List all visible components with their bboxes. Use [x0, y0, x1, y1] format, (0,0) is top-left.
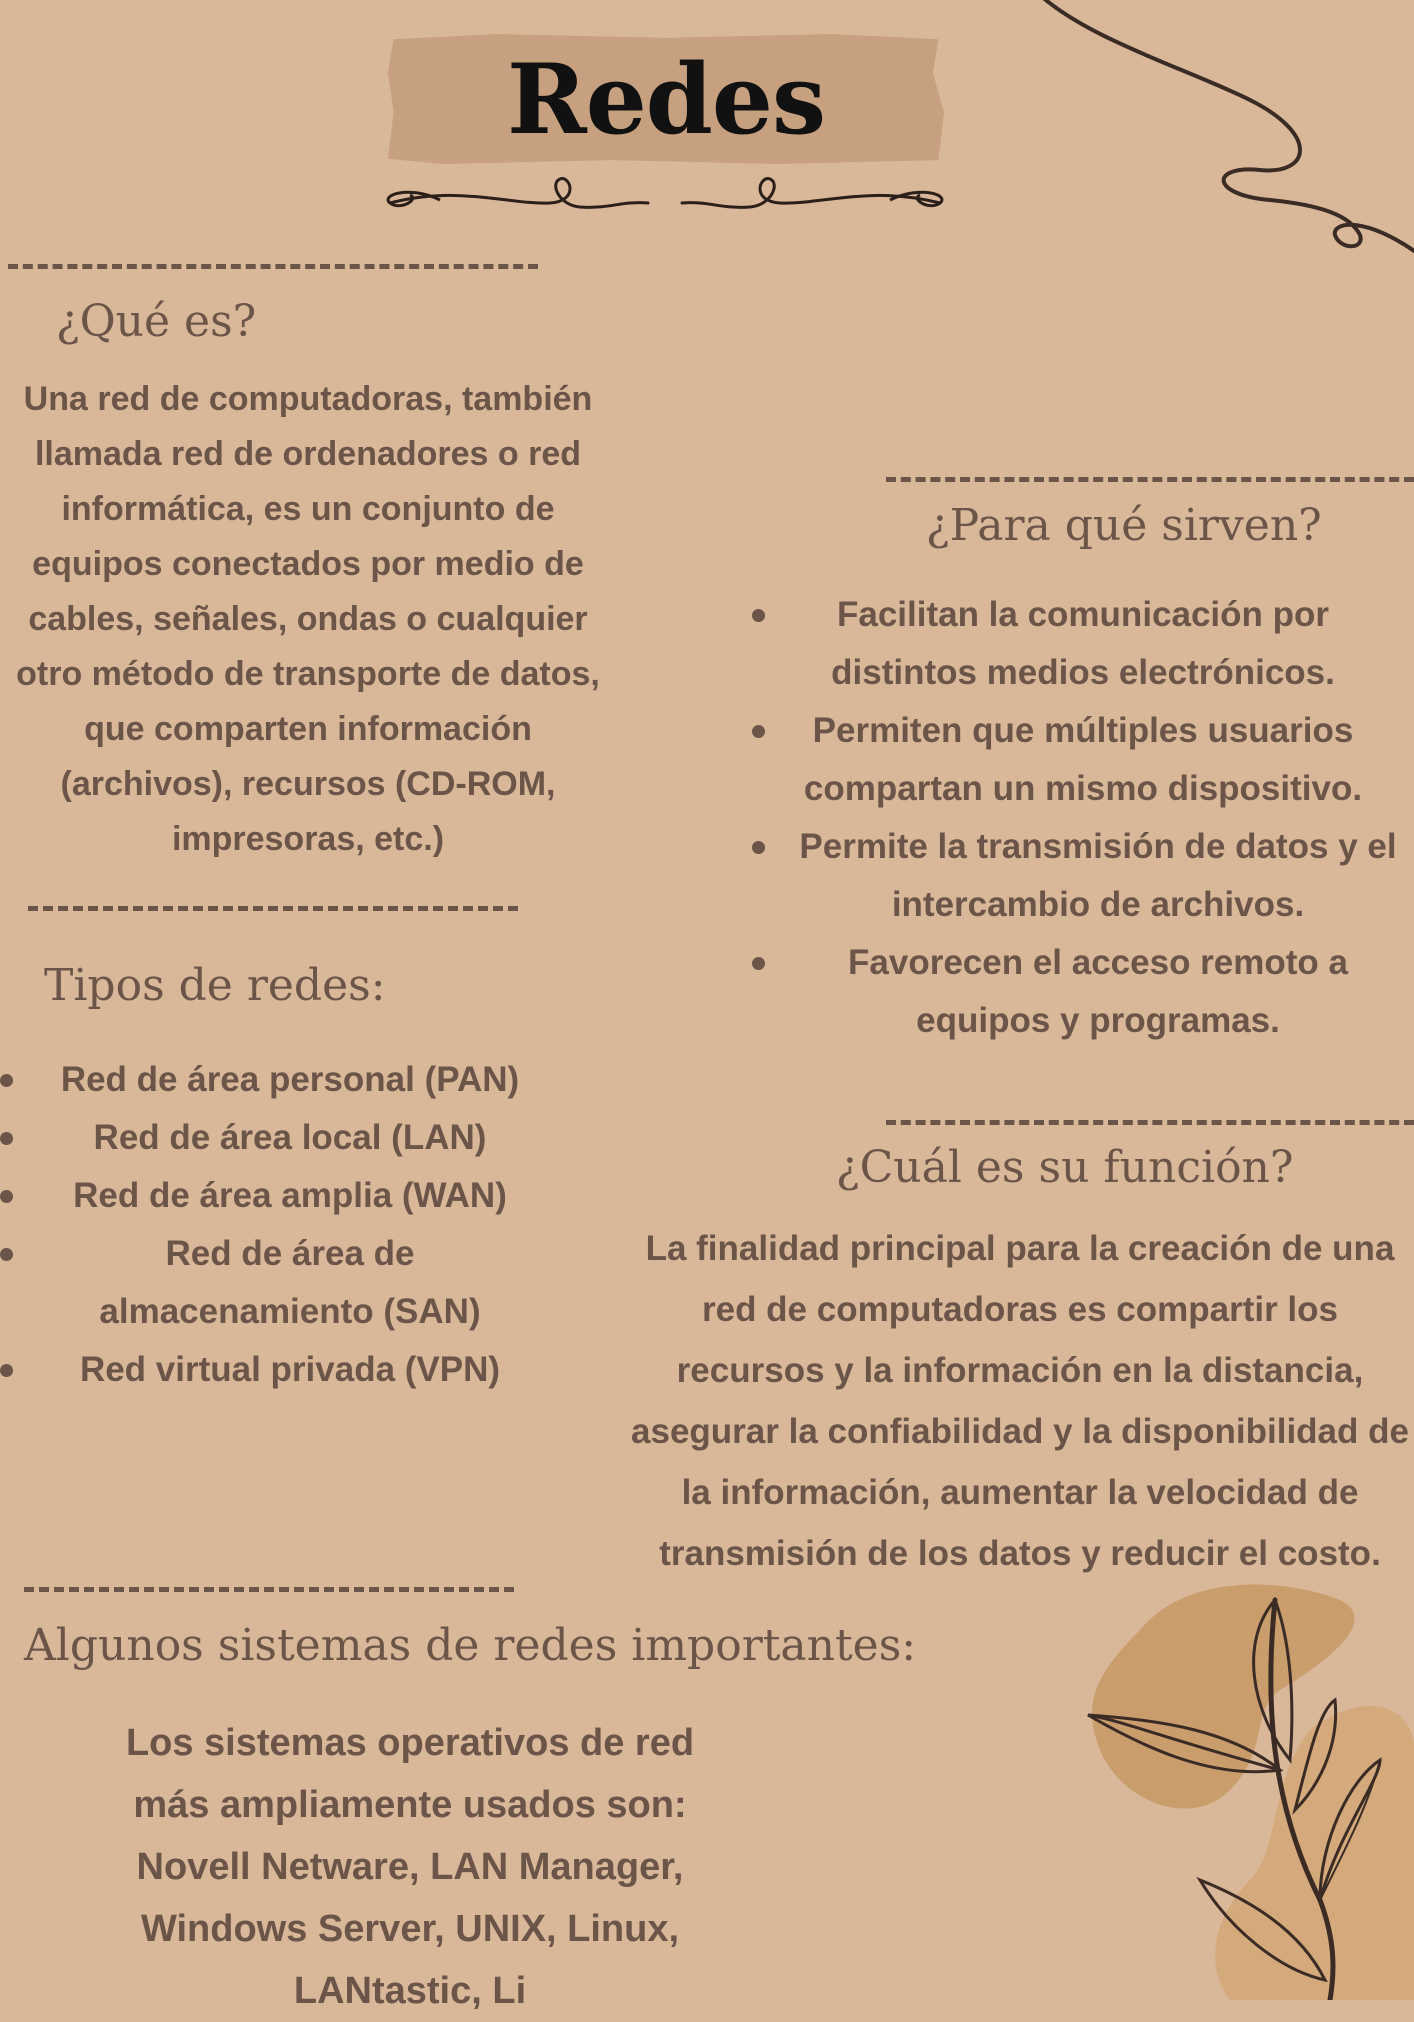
flourish-divider — [380, 165, 950, 225]
heading-para-que: ¿Para qué sirven? — [926, 500, 1322, 551]
squiggle-decoration — [1020, 0, 1414, 260]
sistemas-text: Los sistemas operativos de red más ampliamente usados son: Novell Netware, LAN Manager, Windows Server, UNIX, Linux, LANtastic, Li — [125, 1722, 695, 2012]
tipos-list — [0, 1051, 580, 1399]
heading-que-es: ¿Qué es? — [56, 296, 257, 347]
heading-funcion: ¿Cuál es su función? — [836, 1142, 1294, 1193]
leaf-decoration — [1080, 1580, 1414, 2000]
divider-funcion — [886, 1120, 1414, 1125]
divider-para-que — [886, 477, 1414, 482]
que-es-text: Una red de computadoras, también llamada red de ordenadores o red informática, es un conjunto de equipos conectados por medio de cables, señales, ondas o cualquier otro método de transporte de datos, que comparten información (archivos), recursos (CD-ROM, impresoras, etc.) — [16, 380, 600, 858]
heading-sistemas: Algunos sistemas de redes importantes: — [24, 1620, 917, 1671]
list-item: Favorecen el acceso remoto a equipos y programas. — [752, 934, 1414, 1050]
funcion-text: La finalidad principal para la creación de una red de computadoras es compartir los recursos y la información en la distancia, asegurar la confiabilidad y la disponibilidad de la información, aumentar la velocidad de transmisión de los datos y reducir el costo. — [631, 1229, 1409, 1573]
list-item: Red de área amplia (WAN) — [0, 1167, 580, 1225]
divider-que-es — [8, 264, 538, 269]
list-item: Facilitan la comunicación por distintos medios electrónicos. — [752, 586, 1414, 702]
heading-tipos: Tipos de redes: — [44, 960, 386, 1011]
list-item: Permite la transmisión de datos y el intercambio de archivos. — [752, 818, 1414, 934]
para-que-list — [752, 586, 1414, 1050]
list-item: Red de área local (LAN) — [0, 1109, 580, 1167]
list-item: Red virtual privada (VPN) — [0, 1341, 580, 1399]
list-item: Permiten que múltiples usuarios compartan un mismo dispositivo. — [752, 702, 1414, 818]
list-item: Red de área personal (PAN) — [0, 1051, 580, 1109]
page-title: Redes — [506, 42, 826, 156]
divider-sistemas — [24, 1587, 514, 1592]
divider-tipos — [28, 906, 518, 911]
list-item: Red de área de almacenamiento (SAN) — [0, 1225, 580, 1341]
